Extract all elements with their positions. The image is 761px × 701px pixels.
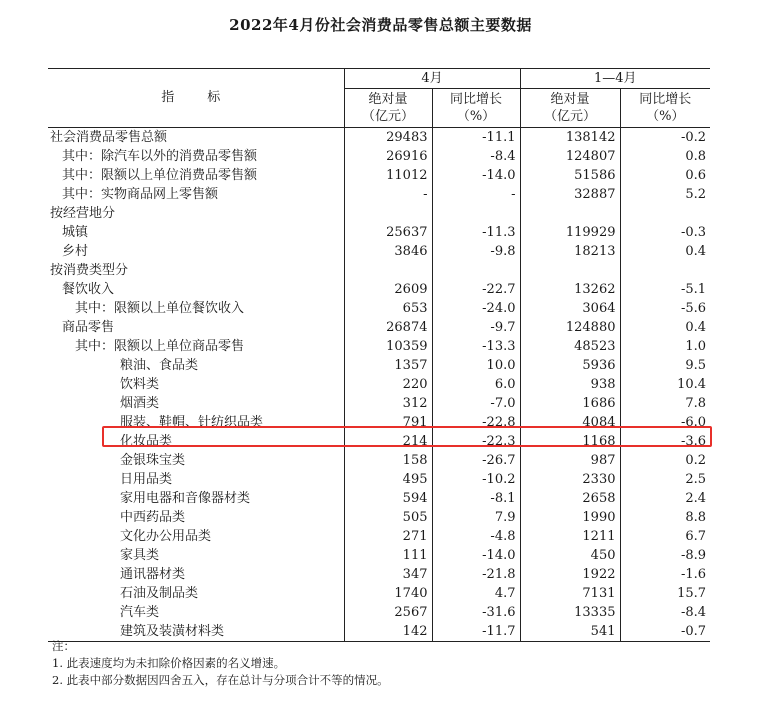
row-label: 其中：实物商品网上零售额 bbox=[62, 186, 219, 202]
ytd-yoy-cell: -1.6 bbox=[620, 565, 710, 584]
ytd-abs-cell: 48523 bbox=[520, 337, 620, 356]
apr-abs-cell: 26874 bbox=[344, 318, 432, 337]
apr-abs-cell: 594 bbox=[344, 489, 432, 508]
table-body bbox=[48, 128, 710, 642]
apr-yoy-cell: 10.0 bbox=[432, 356, 520, 375]
ytd-yoy-cell: 0.8 bbox=[620, 147, 710, 166]
ytd-abs-cell: 119929 bbox=[520, 223, 620, 242]
row-label: 通讯器材类 bbox=[120, 566, 186, 582]
apr-abs-cell: 347 bbox=[344, 565, 432, 584]
ytd-abs-cell: 138142 bbox=[520, 128, 620, 148]
apr-abs-cell: 505 bbox=[344, 508, 432, 527]
table-row bbox=[48, 318, 710, 337]
apr-abs-header-line2: （亿元） bbox=[361, 109, 414, 124]
row-label: 其中：限额以上单位餐饮收入 bbox=[75, 300, 245, 316]
ytd-yoy-header-line1: 同比增长 bbox=[639, 92, 692, 107]
table-row bbox=[48, 280, 710, 299]
ytd-yoy-cell bbox=[620, 204, 710, 223]
row-label: 石油及制品类 bbox=[120, 585, 199, 601]
ytd-yoy-cell: 9.5 bbox=[620, 356, 710, 375]
ytd-abs-cell: 51586 bbox=[520, 166, 620, 185]
ytd-yoy-cell: 2.4 bbox=[620, 489, 710, 508]
table-row bbox=[48, 527, 710, 546]
row-label: 服装、鞋帽、针纺织品类 bbox=[120, 414, 264, 430]
table-row-highlighted bbox=[48, 432, 710, 451]
table-row bbox=[48, 128, 710, 148]
ytd-yoy-cell: -8.9 bbox=[620, 546, 710, 565]
table-row bbox=[48, 489, 710, 508]
apr-yoy-cell: -8.1 bbox=[432, 489, 520, 508]
row-label: 文化办公用品类 bbox=[120, 528, 212, 544]
apr-yoy-cell: -4.8 bbox=[432, 527, 520, 546]
table-row bbox=[48, 299, 710, 318]
row-label: 乡村 bbox=[62, 243, 89, 259]
row-label: 按消费类型分 bbox=[50, 262, 129, 278]
ytd-abs-cell: 124880 bbox=[520, 318, 620, 337]
ytd-yoy-cell: 15.7 bbox=[620, 584, 710, 603]
row-label: 建筑及装潢材料类 bbox=[48, 622, 344, 642]
ytd-abs-cell bbox=[520, 261, 620, 280]
ytd-yoy-cell: 0.6 bbox=[620, 166, 710, 185]
row-label: 按经营地分 bbox=[50, 205, 116, 221]
ytd-abs-cell: 1211 bbox=[520, 527, 620, 546]
apr-abs-cell: 220 bbox=[344, 375, 432, 394]
apr-abs-cell: 312 bbox=[344, 394, 432, 413]
ytd-abs-cell: 1686 bbox=[520, 394, 620, 413]
apr-abs-cell: 158 bbox=[344, 451, 432, 470]
ytd-abs-cell: 7131 bbox=[520, 584, 620, 603]
table-row bbox=[48, 261, 710, 280]
row-label: 家用电器和音像器材类 bbox=[120, 490, 251, 506]
apr-yoy-cell: -11.3 bbox=[432, 223, 520, 242]
retail-sales-table bbox=[48, 68, 710, 642]
ytd-abs-cell: 1922 bbox=[520, 565, 620, 584]
ytd-abs-cell: 541 bbox=[520, 622, 620, 642]
ytd-abs-cell: 2330 bbox=[520, 470, 620, 489]
row-label: 其中：限额以上单位商品零售 bbox=[75, 338, 245, 354]
apr-abs-cell: 271 bbox=[344, 527, 432, 546]
apr-abs-cell: - bbox=[344, 185, 432, 204]
ytd-yoy-cell: -0.7 bbox=[620, 622, 710, 642]
apr-yoy-cell: -11.7 bbox=[432, 622, 520, 642]
apr-yoy-header bbox=[432, 89, 520, 128]
ytd-yoy-cell bbox=[620, 261, 710, 280]
apr-abs-cell: 214 bbox=[344, 432, 432, 451]
apr-yoy-cell bbox=[432, 261, 520, 280]
row-label: 餐饮收入 bbox=[62, 281, 115, 297]
table-row bbox=[48, 147, 710, 166]
row-label: 饮料类 bbox=[120, 376, 160, 392]
row-label: 中西药品类 bbox=[120, 509, 186, 525]
table-row bbox=[48, 470, 710, 489]
apr-abs-cell bbox=[344, 204, 432, 223]
table-row bbox=[48, 185, 710, 204]
ytd-yoy-cell: -6.0 bbox=[620, 413, 710, 432]
apr-abs-cell: 29483 bbox=[344, 128, 432, 148]
ytd-abs-cell: 13262 bbox=[520, 280, 620, 299]
ytd-yoy-cell: 0.2 bbox=[620, 451, 710, 470]
ytd-abs-cell: 32887 bbox=[520, 185, 620, 204]
apr-yoy-cell: -31.6 bbox=[432, 603, 520, 622]
ytd-abs-cell: 1990 bbox=[520, 508, 620, 527]
row-label: 其中：限额以上单位消费品零售额 bbox=[62, 167, 258, 183]
apr-yoy-cell: -21.8 bbox=[432, 565, 520, 584]
notes-section bbox=[52, 638, 389, 689]
table-row bbox=[48, 375, 710, 394]
apr-abs-cell: 26916 bbox=[344, 147, 432, 166]
apr-yoy-cell: -14.0 bbox=[432, 166, 520, 185]
apr-abs-cell: 653 bbox=[344, 299, 432, 318]
table-row bbox=[48, 356, 710, 375]
apr-yoy-cell: -10.2 bbox=[432, 470, 520, 489]
ytd-yoy-cell: 8.8 bbox=[620, 508, 710, 527]
ytd-abs-cell: 13335 bbox=[520, 603, 620, 622]
ytd-yoy-header-line2: （%） bbox=[646, 109, 685, 124]
apr-yoy-cell: -13.3 bbox=[432, 337, 520, 356]
ytd-yoy-cell: -5.1 bbox=[620, 280, 710, 299]
row-label: 金银珠宝类 bbox=[120, 452, 186, 468]
apr-yoy-cell: -22.8 bbox=[432, 413, 520, 432]
ytd-yoy-header bbox=[620, 89, 710, 128]
ytd-yoy-cell: -3.6 bbox=[620, 432, 710, 451]
apr-abs-cell: 25637 bbox=[344, 223, 432, 242]
ytd-abs-cell: 450 bbox=[520, 546, 620, 565]
row-label: 城镇 bbox=[62, 224, 89, 240]
row-label: 商品零售 bbox=[62, 319, 115, 335]
row-label: 家具类 bbox=[120, 547, 160, 563]
ytd-abs-header-line1: 绝对量 bbox=[550, 92, 590, 107]
ytd-abs-cell: 5936 bbox=[520, 356, 620, 375]
ytd-abs-cell: 3064 bbox=[520, 299, 620, 318]
row-label: 粮油、食品类 bbox=[120, 357, 199, 373]
ytd-abs-cell: 2658 bbox=[520, 489, 620, 508]
indicator-header: 指 标 bbox=[48, 69, 344, 128]
apr-yoy-cell: -9.8 bbox=[432, 242, 520, 261]
apr-abs-cell: 1357 bbox=[344, 356, 432, 375]
apr-yoy-cell: -9.7 bbox=[432, 318, 520, 337]
table-row bbox=[48, 204, 710, 223]
apr-yoy-cell: -22.3 bbox=[432, 432, 520, 451]
apr-abs-cell bbox=[344, 261, 432, 280]
apr-yoy-cell: -8.4 bbox=[432, 147, 520, 166]
apr-abs-cell: 791 bbox=[344, 413, 432, 432]
apr-abs-cell: 495 bbox=[344, 470, 432, 489]
table-row bbox=[48, 337, 710, 356]
apr-abs-header-line1: 绝对量 bbox=[368, 92, 408, 107]
row-label: 化妆品类 bbox=[120, 433, 173, 449]
row-label: 日用品类 bbox=[120, 471, 173, 487]
note-2: 2. 此表中部分数据因四舍五入，存在总计与分项合计不等的情况。 bbox=[52, 673, 389, 687]
ytd-abs-cell: 987 bbox=[520, 451, 620, 470]
ytd-yoy-cell: -5.6 bbox=[620, 299, 710, 318]
ytd-yoy-cell: 6.7 bbox=[620, 527, 710, 546]
ytd-yoy-cell: 0.4 bbox=[620, 318, 710, 337]
ytd-yoy-cell: -8.4 bbox=[620, 603, 710, 622]
apr-abs-cell: 3846 bbox=[344, 242, 432, 261]
apr-abs-cell: 2567 bbox=[344, 603, 432, 622]
table-row bbox=[48, 603, 710, 622]
row-label: 社会消费品零售总额 bbox=[50, 129, 168, 145]
apr-abs-header bbox=[344, 89, 432, 128]
ytd-abs-cell bbox=[520, 204, 620, 223]
apr-abs-cell: 11012 bbox=[344, 166, 432, 185]
apr-yoy-header-line2: （%） bbox=[456, 109, 496, 124]
apr-yoy-cell: -14.0 bbox=[432, 546, 520, 565]
table-row bbox=[48, 242, 710, 261]
page-title: 2022年4月份社会消费品零售总额主要数据 bbox=[229, 16, 532, 34]
table-row bbox=[48, 451, 710, 470]
ytd-abs-header bbox=[520, 89, 620, 128]
ytd-yoy-cell: 2.5 bbox=[620, 470, 710, 489]
apr-yoy-cell: 6.0 bbox=[432, 375, 520, 394]
apr-abs-cell: 1740 bbox=[344, 584, 432, 603]
period-header-jan-apr: 1—4月 bbox=[520, 69, 710, 89]
ytd-yoy-cell: -0.2 bbox=[620, 128, 710, 148]
apr-yoy-cell bbox=[432, 204, 520, 223]
apr-yoy-cell: 7.9 bbox=[432, 508, 520, 527]
note-1: 1. 此表速度均为未扣除价格因素的名义增速。 bbox=[52, 656, 286, 670]
ytd-yoy-cell: 5.2 bbox=[620, 185, 710, 204]
period-header-april: 4月 bbox=[344, 69, 520, 89]
ytd-yoy-cell: 1.0 bbox=[620, 337, 710, 356]
ytd-yoy-cell: 0.4 bbox=[620, 242, 710, 261]
table-row bbox=[48, 508, 710, 527]
ytd-abs-header-line2: （亿元） bbox=[543, 109, 596, 124]
table-row bbox=[48, 223, 710, 242]
ytd-yoy-cell: 10.4 bbox=[620, 375, 710, 394]
apr-abs-cell: 142 bbox=[344, 622, 432, 642]
row-label: 汽车类 bbox=[120, 604, 160, 620]
ytd-abs-cell: 18213 bbox=[520, 242, 620, 261]
table-row bbox=[48, 166, 710, 185]
header-row-periods bbox=[48, 69, 710, 89]
table-row bbox=[48, 394, 710, 413]
row-label: 其中：除汽车以外的消费品零售额 bbox=[62, 148, 258, 164]
table-row bbox=[48, 565, 710, 584]
apr-yoy-cell: -24.0 bbox=[432, 299, 520, 318]
apr-yoy-header-line1: 同比增长 bbox=[449, 92, 502, 107]
ytd-yoy-cell: -0.3 bbox=[620, 223, 710, 242]
notes-label: 注： bbox=[52, 639, 75, 653]
ytd-abs-cell: 1168 bbox=[520, 432, 620, 451]
apr-yoy-cell: -22.7 bbox=[432, 280, 520, 299]
ytd-yoy-cell: 7.8 bbox=[620, 394, 710, 413]
apr-abs-cell: 111 bbox=[344, 546, 432, 565]
apr-yoy-cell: - bbox=[432, 185, 520, 204]
apr-yoy-cell: -26.7 bbox=[432, 451, 520, 470]
ytd-abs-cell: 4084 bbox=[520, 413, 620, 432]
table-row bbox=[48, 584, 710, 603]
table-row bbox=[48, 413, 710, 432]
apr-yoy-cell: 4.7 bbox=[432, 584, 520, 603]
apr-yoy-cell: -11.1 bbox=[432, 128, 520, 148]
table-row bbox=[48, 546, 710, 565]
ytd-abs-cell: 938 bbox=[520, 375, 620, 394]
apr-yoy-cell: -7.0 bbox=[432, 394, 520, 413]
apr-abs-cell: 2609 bbox=[344, 280, 432, 299]
ytd-abs-cell: 124807 bbox=[520, 147, 620, 166]
apr-abs-cell: 10359 bbox=[344, 337, 432, 356]
row-label: 烟酒类 bbox=[120, 395, 160, 411]
